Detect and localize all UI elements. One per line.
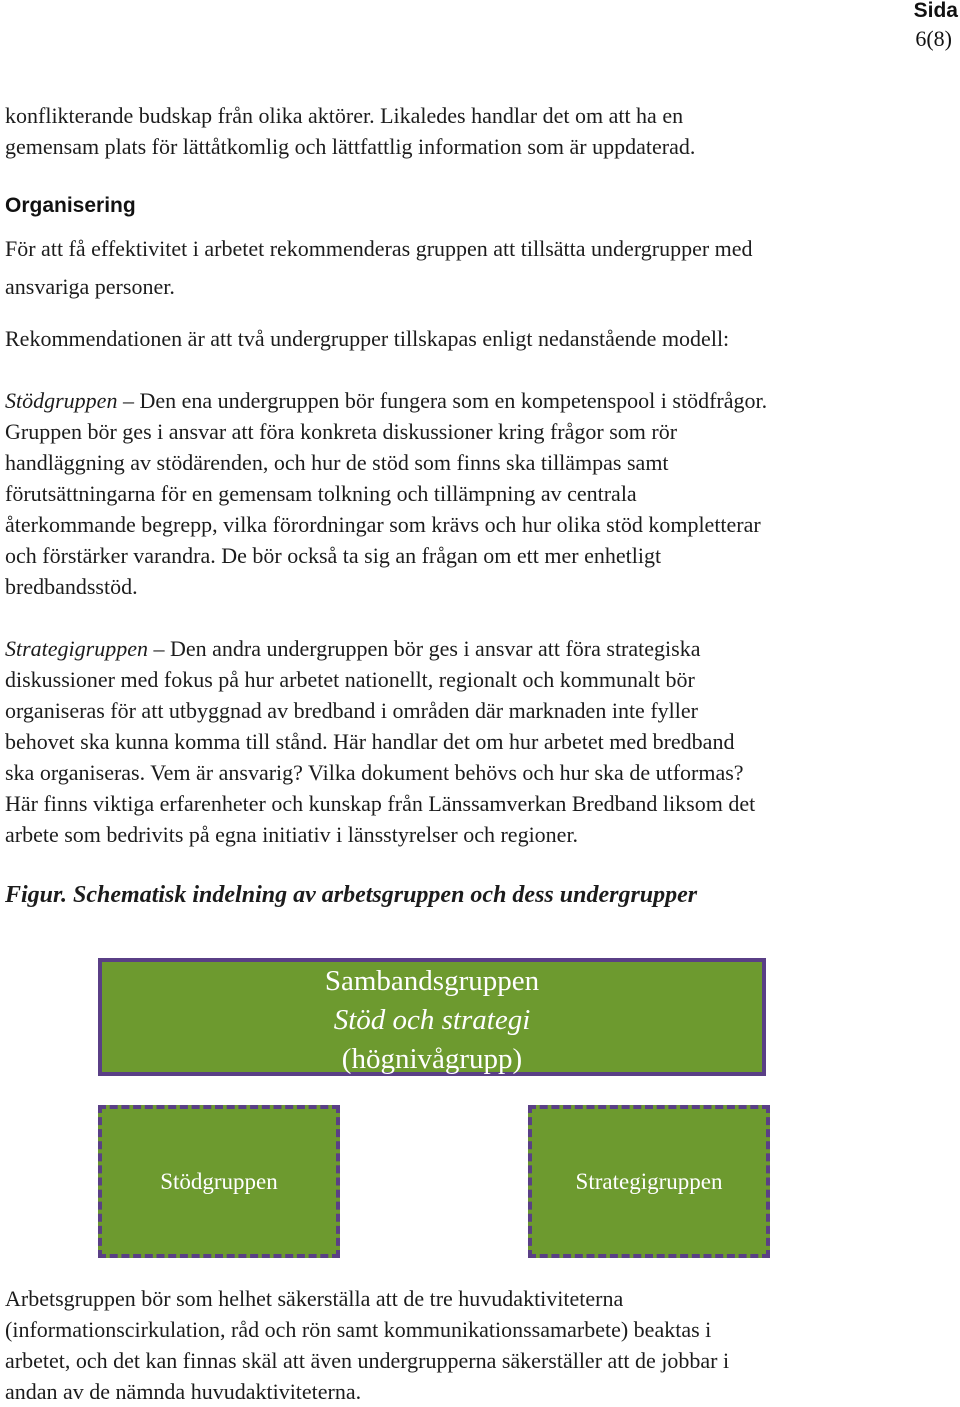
- strategigruppen-line: organiseras för att utbyggnad av bredband i områden där marknaden inte fyller: [5, 698, 698, 723]
- stodgruppen-paragraph: [5, 385, 955, 602]
- strategigruppen-line: behovet ska kunna komma till stånd. Här handlar det om hur arbetet med bredband: [5, 729, 735, 754]
- intro-paragraph: [5, 100, 955, 162]
- strategigruppen-box: [528, 1105, 770, 1258]
- stodgruppen-line: återkommande begrepp, vilka förordningar som krävs och hur olika stöd kompletterar: [5, 512, 761, 537]
- intro-line: gemensam plats för lättåtkomlig och lättfattlig information som är uppdaterad.: [5, 134, 696, 159]
- stodgruppen-line: och förstärker varandra. De bör också ta sig an frågan om ett mer enhetligt: [5, 543, 662, 568]
- closing-line: (informationscirkulation, råd och rön samt kommunikationssamarbete) beaktas i: [5, 1317, 712, 1342]
- strategigruppen-term: Strategigruppen: [5, 636, 148, 661]
- strategigruppen-line: Här finns viktiga erfarenheter och kunskap från Länssamverkan Bredband liksom det: [5, 791, 756, 816]
- section-heading-organisering: Organisering: [5, 194, 136, 217]
- sambandsgruppen-subtitle: Stöd och strategi: [333, 1004, 531, 1036]
- strategigruppen-first-line-text: – Den andra undergruppen bör ges i ansvar att föra strategiska: [148, 636, 701, 661]
- recommendation-line: Rekommendationen är att två undergrupper tillskapas enligt nedanstående modell:: [5, 326, 730, 351]
- intro-line: konflikterande budskap från olika aktörer. Likaledes handlar det om att ha en: [5, 103, 684, 128]
- recommendation-paragraph: [5, 323, 955, 354]
- sambandsgruppen-title: Sambandsgruppen: [324, 965, 540, 997]
- organisering-line: För att få effektivitet i arbetet rekommenderas gruppen att tillsätta undergrupper med: [5, 236, 753, 261]
- strategigruppen-line: diskussioner med fokus på hur arbetet nationellt, regionalt och kommunalt bör: [5, 667, 695, 692]
- closing-paragraph: [5, 1283, 955, 1407]
- stodgruppen-first-line: [5, 385, 955, 416]
- strategigruppen-paragraph: [5, 633, 955, 850]
- sambandsgruppen-box: [98, 958, 766, 1076]
- stodgruppen-line: Gruppen bör ges i ansvar att föra konkreta diskussioner kring frågor som rör: [5, 419, 678, 444]
- figure-caption: Figur. Schematisk indelning av arbetsgruppen och dess undergrupper: [5, 882, 698, 908]
- strategigruppen-line: arbete som bedrivits på egna initiativ i länsstyrelser och regioner.: [5, 822, 579, 847]
- sambandsgruppen-note: (högnivågrupp): [341, 1043, 523, 1075]
- stodgruppen-line: förutsättningarna för en gemensam tolkning och tillämpning av centrala: [5, 481, 637, 506]
- stodgruppen-term: Stödgruppen: [5, 388, 118, 413]
- closing-line: Arbetsgruppen bör som helhet säkerställa att de tre huvudaktiviteterna: [5, 1286, 624, 1311]
- organisering-line: ansvariga personer.: [5, 274, 175, 299]
- strategigruppen-box-label: Strategigruppen: [575, 1168, 723, 1194]
- stodgruppen-first-line-text: – Den ena undergruppen bör fungera som en kompetenspool i stödfrågor.: [117, 388, 768, 413]
- stodgruppen-line: handläggning av stödärenden, och hur de stöd som finns ska tillämpas samt: [5, 450, 669, 475]
- page-number: 6(8): [915, 26, 952, 51]
- closing-line: andan av de nämnda huvudaktiviteterna.: [5, 1379, 362, 1404]
- organisering-paragraph: [5, 230, 955, 306]
- strategigruppen-line: ska organiseras. Vem är ansvarig? Vilka dokument behövs och hur ska de utformas?: [5, 760, 744, 785]
- page-label: Sida: [913, 0, 958, 22]
- stodgruppen-box-label: Stödgruppen: [160, 1168, 278, 1194]
- closing-line: arbetet, och det kan finnas skäl att även undergrupperna säkerställer att de jobbar i: [5, 1348, 730, 1373]
- strategigruppen-first-line: [5, 633, 955, 664]
- stodgruppen-box: [98, 1105, 340, 1258]
- stodgruppen-line: bredbandsstöd.: [5, 574, 138, 599]
